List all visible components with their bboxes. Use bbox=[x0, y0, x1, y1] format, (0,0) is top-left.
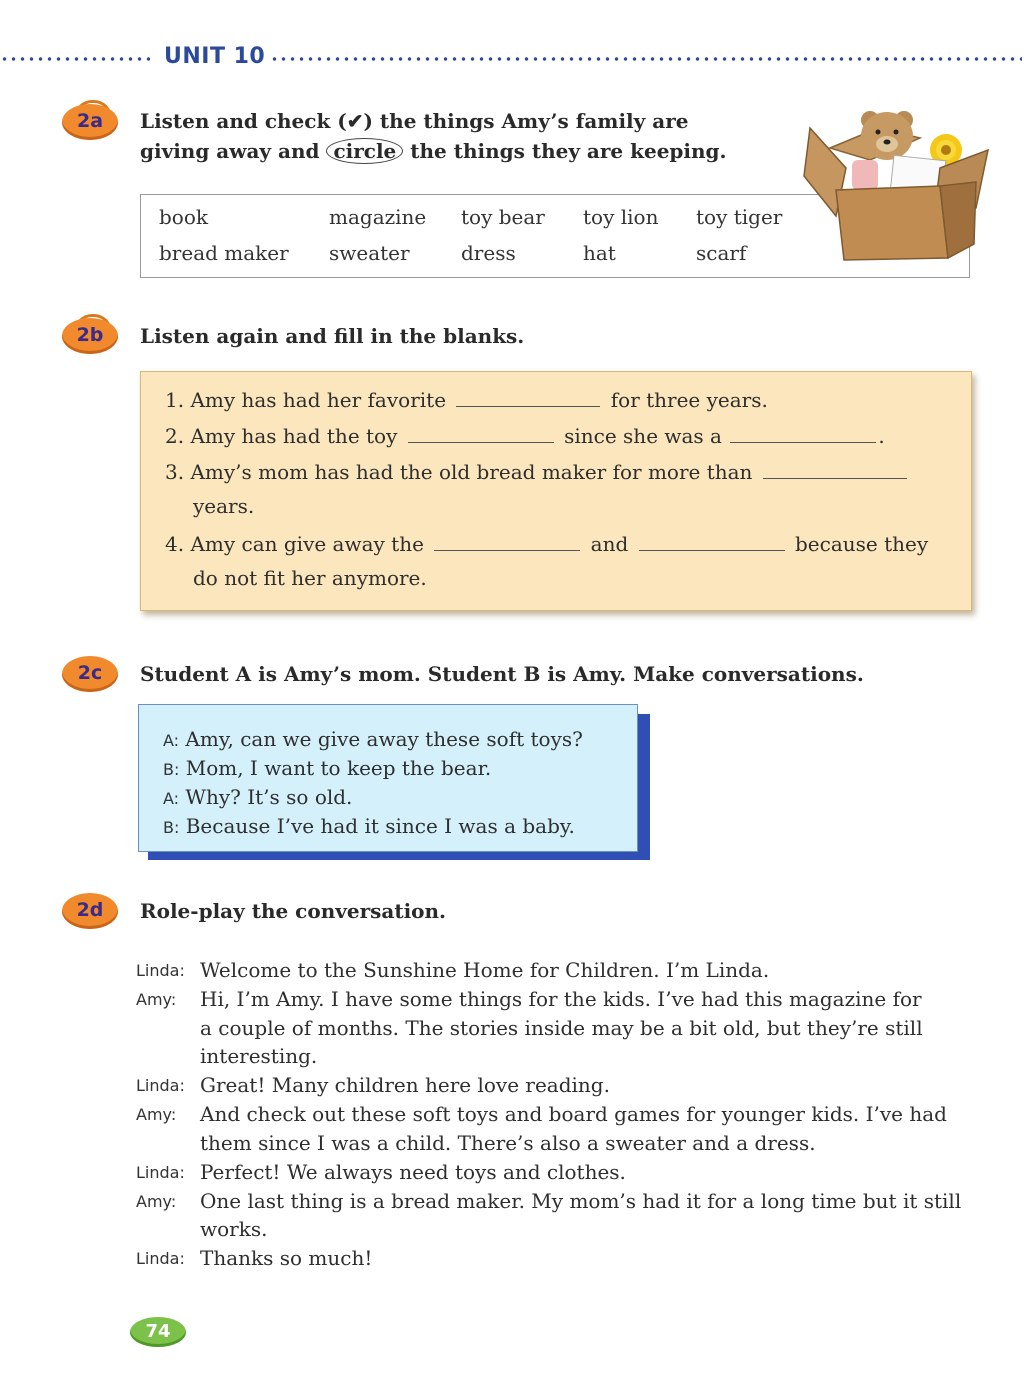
word-item[interactable]: book bbox=[159, 205, 209, 229]
answer-blank[interactable] bbox=[639, 530, 785, 551]
dialogue-line: Welcome to the Sunshine Home for Children. I’m Linda. bbox=[200, 958, 770, 982]
word-item[interactable]: dress bbox=[461, 241, 516, 265]
fill-item-1: 1. Amy has had her favorite for three years. bbox=[165, 388, 768, 412]
badge-2b: 2b bbox=[58, 314, 118, 356]
dialogue-line: And check out these soft toys and board games for younger kids. I’ve had bbox=[200, 1102, 947, 1126]
dialogue-line: works. bbox=[200, 1217, 268, 1241]
speaker-label: Amy: bbox=[136, 1192, 177, 1211]
speaker-label: Amy: bbox=[136, 1105, 177, 1124]
word-item[interactable]: sweater bbox=[329, 241, 410, 265]
badge-2d: 2d bbox=[58, 889, 118, 931]
word-item[interactable]: bread maker bbox=[159, 241, 289, 265]
speaker-label: Amy: bbox=[136, 990, 177, 1009]
conversation-box bbox=[138, 704, 638, 852]
unit-title: UNIT 10 bbox=[164, 44, 266, 69]
fill-item-4: 4. Amy can give away the and because they bbox=[165, 532, 929, 556]
fill-item-3: 3. Amy’s mom has had the old bread maker for more than bbox=[165, 458, 911, 484]
answer-blank[interactable] bbox=[730, 422, 876, 443]
word-item[interactable]: hat bbox=[583, 241, 616, 265]
answer-blank[interactable] bbox=[434, 530, 580, 551]
word-item[interactable]: toy bear bbox=[461, 205, 545, 229]
dialogue-line: Perfect! We always need toys and clothes. bbox=[200, 1160, 626, 1184]
fill-item-3-cont: years. bbox=[193, 494, 255, 518]
word-item[interactable]: scarf bbox=[696, 241, 747, 265]
dialogue-line: them since I was a child. There’s also a sweater and a dress. bbox=[200, 1131, 816, 1155]
fill-item-2: 2. Amy has had the toy since she was a . bbox=[165, 424, 885, 448]
instruction-2a: Listen and check (✔) the things Amy’s family are giving away and circle the things they are keeping. bbox=[140, 109, 727, 163]
dialogue-line: Hi, I’m Amy. I have some things for the kids. I’ve had this magazine for bbox=[200, 987, 922, 1011]
dialogue-line: interesting. bbox=[200, 1044, 318, 1068]
fill-item-4-cont: do not fit her anymore. bbox=[193, 566, 427, 590]
dialogue-line: a couple of months. The stories inside may be a bit old, but they’re still bbox=[200, 1016, 923, 1040]
speaker-label: Linda: bbox=[136, 1163, 185, 1182]
dialogue-line: Thanks so much! bbox=[200, 1246, 373, 1270]
speaker-label: Linda: bbox=[136, 1076, 185, 1095]
conversation-line: A: Why? It’s so old. bbox=[163, 785, 353, 809]
instruction-2d: Role-play the conversation. bbox=[140, 899, 447, 923]
word-item[interactable]: magazine bbox=[329, 205, 427, 229]
instruction-2c: Student A is Amy’s mom. Student B is Amy. Make conversations. bbox=[140, 662, 864, 686]
fill-in-box bbox=[140, 371, 972, 611]
speaker-label: Linda: bbox=[136, 961, 185, 980]
instruction-2b: Listen again and fill in the blanks. bbox=[140, 324, 525, 348]
conversation-line: B: Because I’ve had it since I was a baby. bbox=[163, 814, 575, 838]
circled-word: circle bbox=[326, 138, 403, 164]
badge-2a: 2a bbox=[58, 100, 118, 142]
conversation-line: B: Mom, I want to keep the bear. bbox=[163, 756, 492, 780]
badge-2c: 2c bbox=[58, 652, 118, 694]
teddy-bear-box-image bbox=[800, 98, 990, 268]
dialogue-line: Great! Many children here love reading. bbox=[200, 1073, 610, 1097]
conversation-line: A: Amy, can we give away these soft toys? bbox=[163, 727, 583, 751]
word-item[interactable]: toy tiger bbox=[696, 205, 783, 229]
page-number-badge bbox=[130, 1317, 186, 1347]
header-dots-left bbox=[0, 56, 150, 62]
speaker-label: Linda: bbox=[136, 1249, 185, 1268]
word-item[interactable]: toy lion bbox=[583, 205, 659, 229]
answer-blank[interactable] bbox=[763, 458, 907, 479]
dialogue-line: One last thing is a bread maker. My mom’s had it for a long time but it still bbox=[200, 1189, 962, 1213]
header-dots-right bbox=[270, 56, 1022, 62]
page-number: 74 bbox=[145, 1321, 171, 1342]
answer-blank[interactable] bbox=[408, 422, 554, 443]
answer-blank[interactable] bbox=[456, 386, 600, 407]
